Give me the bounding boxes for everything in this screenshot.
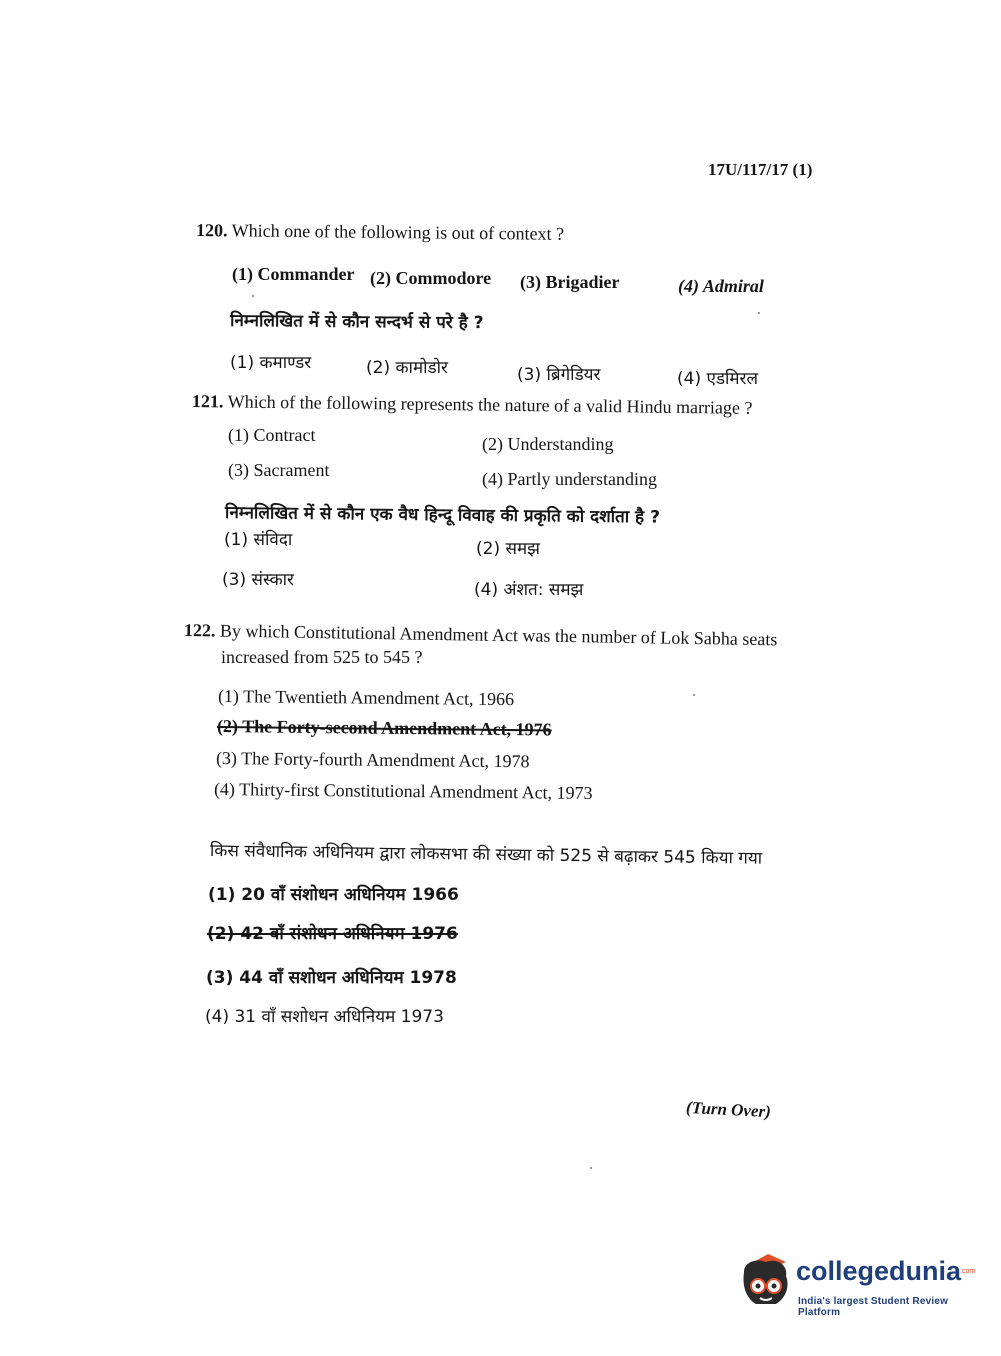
question-text-line2: increased from 525 to 545 ? [221, 647, 423, 667]
option-3: (3) Sacrament [228, 460, 330, 480]
hindi-option-1: (1) संविदा [224, 530, 293, 550]
mascot-icon [738, 1250, 794, 1310]
question-number: 120. [195, 220, 228, 241]
option-4: (4) Thirty-first Constitutional Amendment Act, 1973 [213, 779, 593, 803]
option-4: (4) Partly understanding [482, 469, 657, 489]
hindi-option-4: (4) 31 वाँ सशोधन अधिनियम 1973 [205, 1007, 444, 1027]
option-3: (3) Brigadier [520, 272, 620, 292]
brand-tagline: India's largest Student Review Platform [798, 1296, 949, 1318]
option-2: (2) The Forty-second Amendment Act, 1976 [216, 716, 552, 740]
question-text-line1: By which Constitutional Amendment Act was the number of Lok Sabha seats [219, 620, 778, 650]
question-122 [184, 620, 778, 650]
question-120 [196, 220, 564, 245]
hindi-option-2: (2) कामोडोर [366, 358, 448, 378]
option-2: (2) Commodore [370, 268, 492, 288]
hindi-option-3: (3) संस्कार [222, 570, 295, 590]
collegedunia-logo [738, 1246, 976, 1318]
hindi-option-2: (2) 42 वाँ संशोधन अधिनियम 1976 [207, 924, 458, 944]
brand-name: collegedunia [796, 1256, 962, 1286]
hindi-option-4: (4) अंशत: समझ [474, 580, 584, 600]
hindi-option-2: (2) समझ [476, 539, 540, 559]
question-number: 122. [183, 620, 216, 641]
hindi-option-1: (1) 20 वाँ संशोधन अधिनियम 1966 [208, 885, 459, 905]
option-3: (3) The Forty-fourth Amendment Act, 1978 [215, 748, 530, 772]
option-1: (1) Contract [228, 425, 316, 445]
question-text: Which of the following represents the nature of a valid Hindu marriage ? [227, 391, 753, 418]
turn-over: (Turn Over) [685, 1097, 772, 1122]
hindi-option-3: (3) ब्रिगेडियर [517, 365, 601, 385]
question-121 [192, 391, 753, 419]
hindi-option-1: (1) कमाण्डर [230, 353, 312, 373]
option-1: (1) Commander [232, 264, 355, 284]
question-number: 121. [191, 391, 224, 412]
hindi-option-3: (3) 44 वाँ सशोधन अधिनियम 1978 [206, 968, 457, 988]
paper-code: 17U/117/17 (1) [708, 160, 813, 179]
hindi-question-120: निम्नलिखित में से कौन सन्दर्भ से परे है ? [229, 311, 484, 334]
hindi-question-121: निम्नलिखित में से कौन एक वैध हिन्दू विवाह की प्रकृति को दर्शाता है ? [224, 503, 661, 528]
question-text: Which one of the following is out of context ? [231, 220, 565, 244]
hindi-question-122: किस संवैधानिक अधिनियम द्वारा लोकसभा की संख्या को 525 से बढ़ाकर 545 किया गया [209, 841, 763, 869]
hindi-option-4: (4) एडमिरल [677, 369, 759, 389]
brand-suffix: .com [960, 1268, 976, 1275]
option-4: (4) Admiral [678, 276, 764, 296]
option-2: (2) Understanding [482, 434, 614, 454]
option-1: (1) The Twentieth Amendment Act, 1966 [217, 686, 515, 710]
